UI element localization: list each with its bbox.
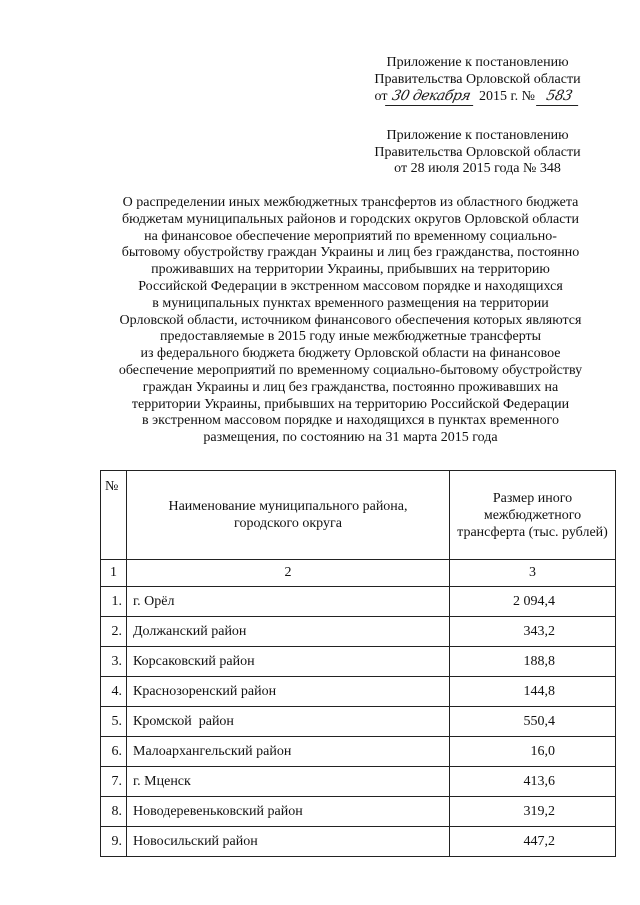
annex-current-date-line	[340, 88, 615, 106]
table-row	[101, 647, 616, 677]
row-name: Должанский район	[127, 617, 450, 647]
title-line: в экстренном массовом порядке и находящихся в пунктах временного	[142, 413, 559, 429]
header-number: №	[101, 471, 127, 560]
annex-current-header	[340, 55, 615, 106]
row-name: Малоархангельский район	[127, 737, 450, 767]
title-line: проживавших на территории Украины, прибывших на территорию	[151, 262, 550, 278]
row-amount: 343,2	[450, 617, 616, 647]
column-number: 2	[127, 560, 450, 587]
row-amount: 413,6	[450, 767, 616, 797]
annex-previous-line2: Правительства Орловской области	[374, 144, 581, 160]
document-title	[88, 195, 613, 447]
row-name: Краснозоренский район	[127, 677, 450, 707]
row-name: Кромской район	[127, 707, 450, 737]
row-number: 5.	[101, 707, 127, 737]
header-amount-line1: Размер иного	[492, 490, 573, 506]
row-number: 7.	[101, 767, 127, 797]
row-number: 8.	[101, 797, 127, 827]
header-name-line2: городского округа	[234, 516, 342, 531]
title-line: в муниципальных пунктах временного размещения на территории	[152, 295, 549, 311]
table-row	[101, 707, 616, 737]
annex-previous-line3: от 28 июля 2015 года № 348	[394, 161, 561, 176]
column-number: 1	[101, 560, 127, 587]
row-number: 6.	[101, 737, 127, 767]
row-number: 1.	[101, 587, 127, 617]
table-row	[101, 617, 616, 647]
row-amount: 144,8	[450, 677, 616, 707]
row-number: 2.	[101, 617, 127, 647]
title-line: О распределении иных межбюджетных трансфертов из областного бюджета	[122, 195, 579, 210]
handwritten-date: 30 декабря	[386, 88, 478, 106]
annex-current-line2: Правительства Орловской области	[374, 71, 581, 87]
row-amount: 319,2	[450, 797, 616, 827]
row-name: г. Орёл	[127, 587, 450, 617]
row-name: Корсаковский район	[127, 647, 450, 677]
header-name-line1: Наименование муниципального района,	[168, 499, 408, 514]
annex-previous-line1: Приложение к постановлению	[386, 128, 569, 143]
header-amount-line3: трансферта (тыс. рублей)	[457, 524, 608, 540]
date-prefix: от	[374, 89, 388, 104]
table-header-row	[101, 471, 616, 560]
column-number-row	[101, 560, 616, 587]
title-line: бытовому обустройству граждан Украины и лиц без гражданства, постоянно	[121, 245, 580, 261]
row-amount: 2 094,4	[450, 587, 616, 617]
row-amount: 550,4	[450, 707, 616, 737]
title-line: размещения, по состоянию на 31 марта 2015 года	[203, 430, 498, 446]
title-line: на финансовое обеспечение мероприятий по временному социально-	[144, 228, 557, 244]
annex-previous-header	[340, 128, 615, 178]
row-amount: 188,8	[450, 647, 616, 677]
transfers-table	[100, 470, 616, 857]
handwritten-number: 583	[537, 88, 583, 106]
title-line: из федерального бюджета бюджету Орловской области на финансовое	[140, 346, 561, 362]
row-name: Новосильский район	[127, 827, 450, 857]
table-row	[101, 797, 616, 827]
row-number: 9.	[101, 827, 127, 857]
table-row	[101, 737, 616, 767]
header-name	[127, 471, 450, 560]
row-name: Новодеревеньковский район	[127, 797, 450, 827]
title-line: Орловской области, источником финансового обеспечения которых являются	[119, 312, 582, 328]
annex-current-line1: Приложение к постановлению	[386, 55, 569, 70]
table-row	[101, 677, 616, 707]
row-number: 3.	[101, 647, 127, 677]
table-row	[101, 827, 616, 857]
title-line: территории Украины, прибывших на территорию Российской Федерации	[131, 396, 570, 412]
table-row	[101, 587, 616, 617]
title-line: бюджетам муниципальных районов и городских округов Орловской области	[121, 211, 580, 227]
header-amount-line2: межбюджетного	[483, 507, 582, 523]
row-number: 4.	[101, 677, 127, 707]
title-line: обеспечение мероприятий по временному социально-бытовому обустройству	[118, 362, 583, 378]
title-line: граждан Украины и лиц без гражданства, постоянно проживавших на	[142, 379, 559, 395]
row-amount: 447,2	[450, 827, 616, 857]
title-line: предоставляемые в 2015 году иные межбюджетные трансферты	[159, 329, 542, 345]
title-line: Российской Федерации в экстренном массовом порядке и находящихся	[138, 278, 563, 294]
row-name: г. Мценск	[127, 767, 450, 797]
date-suffix: 2015 г. №	[478, 89, 535, 104]
table-row	[101, 767, 616, 797]
column-number: 3	[450, 560, 616, 587]
header-amount	[450, 471, 616, 560]
row-amount: 16,0	[450, 737, 616, 767]
